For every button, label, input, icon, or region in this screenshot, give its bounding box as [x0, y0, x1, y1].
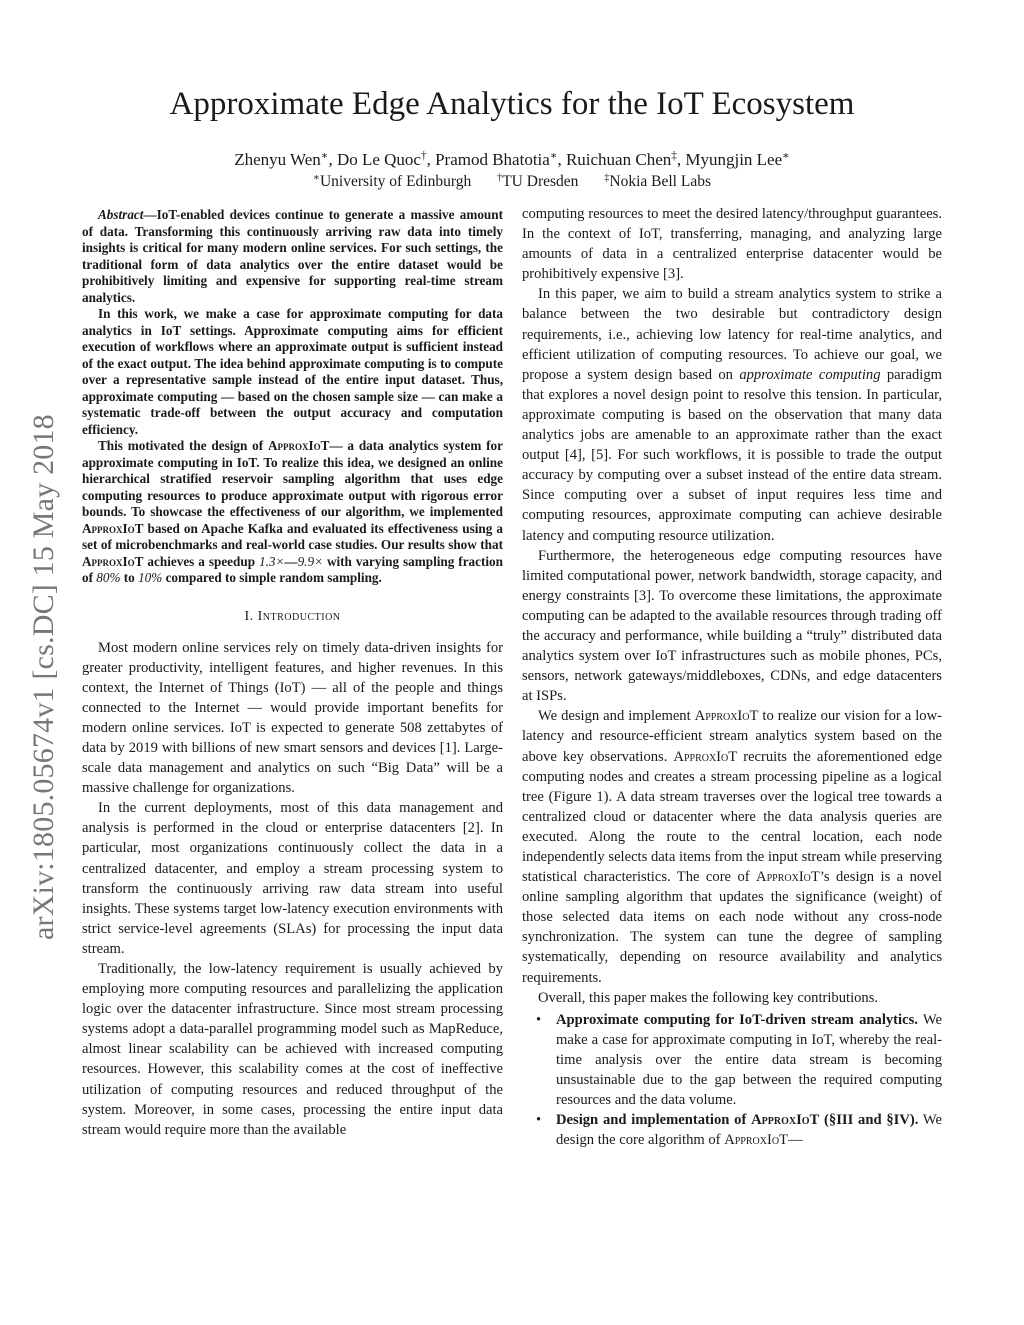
abstract-label: Abstract	[98, 207, 144, 222]
body-text: to realize our vision for a low-latency and resource-efficient stream analytics system based on the above key observations.	[522, 708, 943, 765]
affiliation-mark: ∗	[313, 172, 320, 184]
author-list: Zhenyu Wen∗, Do Le Quoc†, Pramod Bhatotia∗, Ruichuan Chen‡, Myungjin Lee∗	[234, 149, 790, 169]
affiliation-mark: †	[497, 172, 503, 184]
system-name: ApproxIoT	[267, 438, 330, 453]
speedup-low: 1.3×	[259, 553, 285, 569]
contribution-text: We make a case for approximate computing in IoT, whereby the real-time analysis over the entire data stream is becoming unsustainable due to the gap between the required computing resources and the data volume.	[556, 1011, 943, 1109]
abstract-text: with varying sampling fraction of	[82, 553, 503, 585]
affiliation-name: TU Dresden	[502, 173, 579, 190]
body-paragraph: Most modern online services rely on timely data-driven insights for greater productivity, intelligent features, and higher revenues. In this context, the Internet of Things (IoT) — all of the people and things connected to the Internet — would provide important benefits for modern online services. IoT is expected to generate 508 zettabytes of data by 2019 with billions of new smart sensors and devices [1]. Large-scale data management and analytics on such “Big Data” will be a massive challenge for organizations.	[82, 639, 503, 797]
abstract-text: to	[120, 570, 139, 585]
list-item	[522, 1010, 942, 1110]
author-mark: ∗	[549, 149, 558, 162]
introduction-body-continued	[522, 204, 942, 1150]
abstract-text: —IoT-enabled devices continue to generate a massive amount of data. Transforming this continuously arriving raw data into timely insights is critical for many modern online services. For such settings, the traditional form of data analytics over the entire dataset would be prohibitively limiting and expensive for supporting real-time stream analytics.	[82, 207, 503, 305]
list-item	[522, 1110, 942, 1150]
author-name: Zhenyu Wen	[234, 150, 321, 169]
left-column	[82, 207, 503, 1140]
author-name: Pramod Bhatotia	[435, 150, 550, 169]
author-mark: †	[420, 149, 427, 162]
author-name: Ruichuan Chen	[565, 150, 672, 169]
abstract-text: compared to simple random sampling.	[162, 570, 382, 585]
body-text: In this paper, we aim to build a stream analytics system to strike a balance between the two desirable but contradictory design requirements, i.e., achieving low latency for real-time analytics, and efficient utilization of computing resources. To achieve our goal, we propose a system design based on	[522, 286, 942, 383]
affiliation-list	[82, 172, 942, 192]
contribution-title-text: Design and implementation of	[556, 1112, 752, 1129]
speedup-high: 9.9×	[297, 553, 323, 569]
affiliation	[497, 173, 578, 190]
affiliation	[604, 173, 711, 190]
body-text: recruits the aforementioned edge computing nodes and creates a stream processing pipeline as a logical tree (Figure 1). A data stream traverses over the logical tree towards a centralized cloud or datacenter where the data analysis queries are executed. Along the route to the central location, each node independently selects data items from the input stream while preserving statistical characteristics. The core of	[522, 748, 942, 886]
body-paragraph: Overall, this paper makes the following key contributions.	[538, 989, 879, 1006]
contribution-list	[522, 1010, 942, 1151]
section-heading-introduction	[82, 608, 503, 626]
contribution-text: —	[787, 1132, 803, 1149]
body-text: paradigm that explores a novel design point to resolve this tension. In particular, approximate computing is based on the observation that many data analytics jobs are amenable to an approximate rather than the exact output [4], [5]. For such workflows, it is possible to trade the output accuracy by computing over a subset instead of the entire data stream. Since computing over a subset of input requires less time and computing resources, approximate computing can achieve desirable latency and computing resource utilization.	[522, 366, 942, 544]
bullet-icon: •	[536, 1011, 542, 1028]
contribution-title-text: (§III and §IV).	[819, 1112, 919, 1129]
contribution-text: We design the core algorithm of	[556, 1112, 942, 1149]
emphasis-text: approximate computing	[739, 366, 881, 383]
abstract	[82, 207, 503, 587]
author-name: Do Le Quoc	[336, 150, 421, 169]
body-text: ’s design is a novel online sampling algorithm that updates the significance (weight) of those selected data items on each node without any cross-node synchronization. The system can tune the degree of sampling systematically, depending on resource availability and analytics requirements.	[522, 869, 942, 986]
system-name: ApproxIoT	[724, 1132, 788, 1149]
paper-title: Approximate Edge Analytics for the IoT Ecosystem	[169, 86, 855, 122]
affiliation-name: University of Edinburgh	[319, 173, 472, 190]
sampling-fraction-low: 10%	[138, 570, 163, 585]
author-mark: ∗	[320, 149, 329, 162]
affiliation	[313, 173, 471, 190]
introduction-body	[82, 638, 503, 1140]
system-name: ApproxIoT	[751, 1112, 820, 1129]
arxiv-identifier-stamp[interactable]: arXiv:1805.05674v1 [cs.DC] 15 May 2018	[27, 414, 60, 940]
system-name: ApproxIoT	[673, 748, 738, 765]
section-number: I.	[244, 608, 254, 624]
author-mark: ‡	[671, 149, 677, 162]
affiliation-mark: ‡	[604, 172, 610, 184]
abstract-paragraph	[82, 438, 503, 587]
sampling-fraction-high: 80%	[96, 570, 121, 585]
body-paragraph: In the current deployments, most of this data management and analysis is performed in the cloud or enterprise datacenters [2]. In particular, most organizations continuously collect the data in a centralized datacenter, and employ a stream processing system to transform the continuously arriving raw data stream into useful insights. These systems target low-latency execution environments with strict service-level agreements (SLAs) for processing the input data stream.	[82, 800, 503, 957]
contribution-title: Approximate computing for IoT-driven stream analytics.	[556, 1011, 918, 1028]
system-name: ApproxIoT	[82, 520, 144, 536]
affiliation-name: Nokia Bell Labs	[609, 173, 711, 190]
system-name: ApproxIoT	[82, 553, 144, 569]
abstract-text: This motivated the design of	[98, 438, 268, 453]
speedup-separator: —	[284, 553, 298, 569]
author-name: Myungjin Lee	[685, 150, 783, 169]
body-paragraph: Traditionally, the low-latency requirement is usually achieved by employing more computing resources and parallelizing the application logic over the datacenter infrastructure. Since most stream processing systems adopt a data-parallel programming model such as MapReduce, almost linear scalability can be achieved with increased computing resources. However, this scalability comes at the cost of ineffective utilization of computing resources and reduced throughput of the system. Moreover, in some cases, processing the entire input data stream would require more than the available	[82, 961, 503, 1138]
abstract-text: achieves a speedup	[143, 553, 259, 569]
author-mark: ∗	[782, 149, 790, 162]
right-column	[522, 204, 942, 1150]
abstract-text: — a data analytics system for approximate computing in IoT. To realize this idea, we designed an online hierarchical stratified reservoir sampling algorithm that uses edge computing resources to produce approximate output with rigorous error bounds. To showcase the effectiveness of our algorithm, we implemented	[82, 438, 503, 519]
abstract-paragraph: In this work, we make a case for approximate computing for data analytics in IoT settings. Approximate computing aims for efficient execution of workflows where an approximate output is sufficient instead of the exact output. The idea behind approximate computing is to compute over a representative sample instead of the entire input dataset. Thus, approximate computing — based on the chosen sample size — can make a systematic trade-off between the output accuracy and computation efficiency.	[82, 306, 503, 437]
contribution-title	[556, 1112, 918, 1128]
abstract-paragraph	[82, 207, 503, 306]
body-paragraph: Furthermore, the heterogeneous edge computing resources have limited computational power, network bandwidth, storage capacity, and energy constraints [3]. To overcome these limitations, the approximate computing can be adapted to the available resources through trading off the accuracy and performance, while building a “truly” distributed data analytics system over IoT infrastructures such as mobile phones, PCs, sensors, network gateways/middleboxes, CDNs, and edge datacenters at ISPs.	[522, 547, 942, 705]
bullet-icon: •	[536, 1112, 542, 1129]
body-paragraph	[522, 706, 942, 987]
body-paragraph	[522, 284, 942, 545]
section-title: Introduction	[257, 608, 341, 624]
abstract-text: based on Apache Kafka and evaluated its effectiveness using a set of microbenchmarks and real-world case studies. Our results show that	[82, 520, 503, 552]
body-text: We design and implement	[538, 708, 695, 725]
body-paragraph: computing resources to meet the desired latency/throughput guarantees. In the context of IoT, transferring, managing, and analyzing large amounts of data in a centralized enterprise datacenter would be prohibitively expensive [3].	[522, 206, 942, 283]
system-name: ApproxIoT	[694, 708, 759, 725]
system-name: ApproxIoT	[756, 869, 820, 886]
